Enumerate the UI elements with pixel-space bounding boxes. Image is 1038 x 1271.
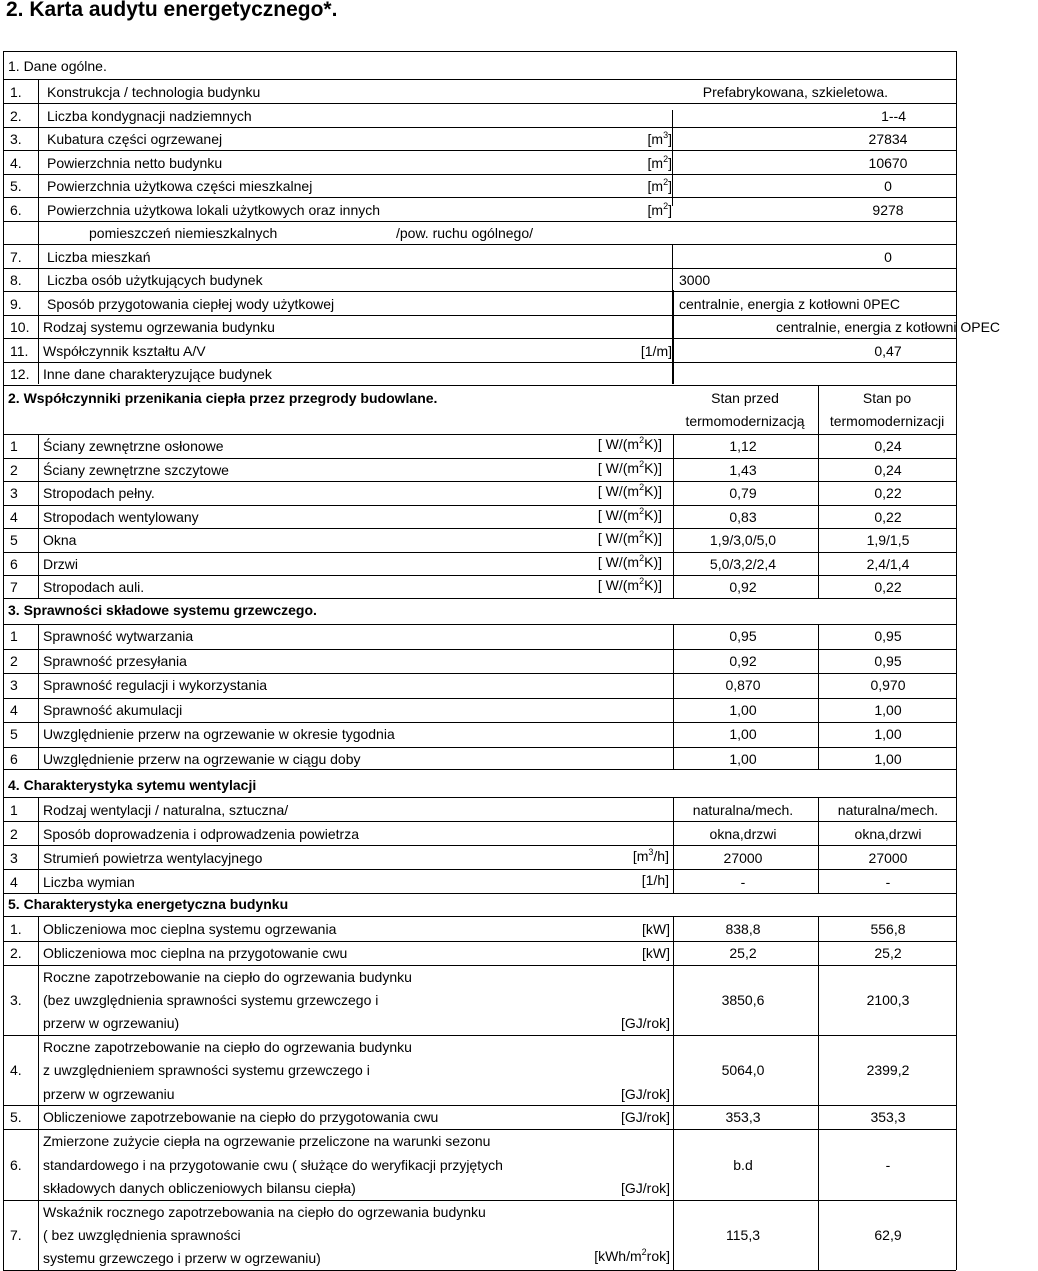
s1-row-num: 6. (10, 201, 22, 218)
grid-line (3, 769, 956, 770)
grid-line (3, 1200, 956, 1201)
s1-row-value: 3000 (679, 272, 711, 288)
grid-line (3, 916, 956, 917)
s3-row-before: 0,95 (729, 628, 757, 644)
s1-row-num: 1. (10, 84, 22, 100)
s3-row-label: Uwzględnienie przerw na ogrzewanie w okresie tygodnia (43, 726, 395, 742)
grid-line (3, 869, 956, 870)
s1-row-label: Powierzchnia netto budynku (47, 154, 223, 171)
s1-row-value: 0 (884, 178, 892, 194)
grid-line (3, 552, 956, 553)
s1-row-label: pomieszczeń niemieszkalnych (89, 225, 278, 241)
s5-row-label: przerw w ogrzewaniu (43, 1085, 175, 1102)
s3-row-num: 4 (10, 701, 18, 718)
grid-line (3, 481, 956, 482)
s3-row-num: 5 (10, 726, 18, 742)
col-before-label: termomodernizacją (685, 413, 805, 429)
s1-row-value: 9278 (872, 201, 904, 218)
s2-row-label: Stropodach pełny. (43, 485, 155, 501)
grid-line (818, 916, 819, 1270)
grid-line (3, 103, 956, 104)
s5-row-unit: [GJ/rok] (620, 1109, 670, 1126)
s2-row-label: Okna (43, 532, 77, 548)
s2-row-unit: [ $W/(m^2K)$] (597, 505, 662, 523)
section-1-heading: 1. Dane ogólne. (8, 58, 107, 74)
s1-row-num: 8. (10, 272, 22, 288)
s1-row-num: 3. (10, 131, 22, 147)
s2-row-label: Ściany zewnętrzne osłonowe (43, 438, 224, 454)
s2-row-before: 5,0/3,2/2,4 (709, 555, 777, 572)
s1-row-label: Współczynnik kształtu A/V (43, 342, 206, 359)
s5-row-label: Obliczeniowe zapotrzebowanie na ciepło do przygotowania cwu (43, 1109, 439, 1126)
s4-row-after: 27000 (868, 850, 908, 866)
grid-line (3, 821, 956, 822)
s1-row-value: 0 (884, 248, 892, 265)
s3-row-num: 3 (10, 677, 18, 693)
grid-line (3, 1129, 956, 1130)
s5-row-label: Wskaźnik rocznego zapotrzebowania na ciepło do ogrzewania budynku (43, 1203, 486, 1220)
s1-row-num: 4. (10, 154, 22, 171)
section-2-heading: 2. Współczynniki przenikania ciepła przez przegrody budowlane. (8, 390, 438, 406)
s3-row-label: Uwzględnienie przerw na ogrzewanie w ciągu doby (43, 750, 361, 767)
s2-row-after: 0,24 (874, 461, 902, 478)
s2-row-num: 5 (10, 532, 18, 548)
s3-row-label: Sprawność regulacji i wykorzystania (43, 677, 268, 693)
s2-row-before: 0,79 (729, 485, 757, 501)
s4-row-unit: [1/h] (641, 872, 669, 888)
s5-row-label: systemu grzewczego i przerw w ogrzewaniu) (43, 1250, 321, 1267)
s2-row-label: Stropodach wentylowany (43, 508, 199, 525)
s2-row-before: 1,9/3,0/5,0 (709, 532, 777, 548)
s3-row-after: 1,00 (874, 701, 902, 718)
s5-row-label: składowych danych obliczeniowych bilansu ciepła) (43, 1179, 356, 1196)
s2-row-label: Stropodach auli. (43, 579, 145, 595)
s1-row-value: 10670 (868, 154, 908, 171)
s5-row-after: 2100,3 (866, 991, 910, 1008)
s1-pow-note: /pow. ruchu ogólnego/ (396, 225, 533, 241)
grid-line (3, 458, 956, 459)
s5-row-label: ( bez uwzględnienia sprawności (43, 1226, 241, 1243)
s3-row-after: 0,970 (870, 677, 906, 693)
s5-row-unit: [kW] (642, 944, 670, 961)
s3-row-before: 0,870 (725, 677, 761, 693)
s5-row-unit: [GJ/rok] (620, 1179, 670, 1196)
grid-line (38, 797, 39, 893)
grid-line (818, 624, 819, 769)
s1-row-num: 7. (10, 248, 22, 265)
s1-row-num: 11. (10, 342, 29, 359)
s4-row-label: Liczba wymian (43, 874, 135, 890)
grid-line (3, 385, 956, 386)
s1-row-label: Powierzchnia użytkowa części mieszkalnej (47, 178, 313, 194)
grid-line (3, 673, 956, 674)
grid-line (3, 244, 956, 245)
grid-line (38, 916, 39, 1270)
s5-row-before: b.d (733, 1156, 753, 1173)
grid-line (673, 434, 674, 598)
grid-line (3, 575, 956, 576)
s5-row-num: 2. (10, 944, 22, 961)
s1-row-unit: $[m^2]$ (647, 177, 672, 194)
s5-row-after: - (885, 1156, 891, 1173)
s4-row-after: naturalna/mech. (837, 802, 939, 818)
grid-line (3, 127, 956, 128)
s5-row-label: standardowego i na przygotowanie cwu ( służące do weryfikacji przyjętych (43, 1156, 503, 1173)
s2-row-unit: [ $W/(m^2K)$] (597, 435, 662, 452)
s2-row-unit: [ $W/(m^2K)$] (597, 482, 662, 499)
section-4-heading: 4. Charakterystyka sytemu wentylacji (8, 777, 257, 793)
s4-row-before: okna,drzwi (709, 826, 777, 842)
s1-row-unit: $[m^2]$ (647, 200, 672, 218)
s1-row-label: Liczba osób użytkujących budynek (47, 272, 263, 288)
col-after-label: termomodernizacji (829, 413, 945, 429)
s1-row-value: 0,47 (874, 342, 902, 359)
section-5-heading: 5. Charakterystyka energetyczna budynku (8, 896, 289, 912)
s5-row-before: 25,2 (729, 944, 757, 961)
s5-row-after: 25,2 (874, 944, 902, 961)
grid-line (3, 174, 956, 175)
grid-line (3, 845, 956, 846)
s2-row-label: Ściany zewnętrzne szczytowe (43, 461, 229, 478)
s2-row-before: 0,83 (729, 508, 757, 525)
s2-row-before: 1,43 (729, 461, 757, 478)
grid-line (38, 434, 39, 598)
s5-row-num: 7. (10, 1226, 22, 1243)
s5-row-after: 556,8 (870, 921, 906, 937)
s5-row-num: 3. (10, 991, 22, 1008)
s3-row-after: 0,95 (874, 628, 902, 644)
grid-line (3, 624, 956, 625)
s1-row-num: 2. (10, 107, 22, 124)
grid-line (3, 698, 956, 699)
grid-line (3, 315, 956, 316)
s1-row-label: Konstrukcja / technologia budynku (47, 84, 261, 100)
s4-row-before: 27000 (723, 850, 763, 866)
s1-row-value: centralnie, energia z kotłowni 0PEC (679, 295, 901, 312)
s2-row-before: 0,92 (729, 579, 757, 595)
section-3-heading: 3. Sprawności składowe systemu grzewczego. (8, 602, 317, 618)
s4-row-label: Rodzaj wentylacji / naturalna, sztuczna/ (43, 802, 289, 818)
s2-row-after: 2,4/1,4 (866, 555, 910, 572)
grid-line (3, 505, 956, 506)
s2-row-num: 4 (10, 508, 18, 525)
col-after-label: Stan po (862, 390, 912, 406)
s5-row-unit: $[kWh/m^2rok]$ (594, 1247, 670, 1265)
s1-row-value: Prefabrykowana, szkieletowa. (702, 84, 888, 100)
s5-row-unit: [GJ/rok] (620, 1085, 670, 1102)
grid-line (3, 893, 956, 894)
s2-row-unit: [ $W/(m^2K)$] (597, 458, 662, 476)
s2-row-after: 0,22 (874, 485, 902, 501)
grid-line (672, 110, 673, 206)
grid-line (3, 362, 956, 363)
s5-row-label: z uwzględnieniem sprawności systemu grzewczego i (43, 1062, 370, 1079)
s3-row-after: 0,95 (874, 652, 902, 669)
s1-row-label: Sposób przygotowania ciepłej wody użytkowej (47, 295, 335, 312)
s3-row-after: 1,00 (874, 750, 902, 767)
grid-line (3, 79, 956, 80)
grid-line (673, 916, 674, 1270)
s1-row-label: Rodzaj systemu ogrzewania budynku (43, 319, 275, 335)
s1-row-value: 1--4 (881, 107, 906, 124)
s3-row-before: 1,00 (729, 750, 757, 767)
s2-row-num: 1 (10, 438, 18, 454)
s5-row-before: 3850,6 (721, 991, 765, 1008)
s5-row-before: 115,3 (726, 1226, 760, 1243)
grid-line (673, 624, 674, 769)
s1-row-label: Kubatura części ogrzewanej (47, 131, 223, 147)
s3-row-after: 1,00 (874, 726, 902, 742)
grid-line (673, 797, 674, 893)
s2-row-before: 1,12 (729, 438, 757, 454)
grid-line (3, 528, 956, 529)
s3-row-before: 1,00 (729, 701, 757, 718)
s2-row-label: Drzwi (43, 555, 78, 572)
s2-row-unit: [ $W/(m^2K)$] (597, 552, 662, 570)
s4-row-label: Strumień powietrza wentylacyjnego (43, 850, 263, 866)
s5-row-before: 838,8 (725, 921, 761, 937)
s1-row-label: Inne dane charakteryzujące budynek (43, 366, 272, 382)
s1-row-num: 9. (10, 295, 22, 312)
grid-line (38, 624, 39, 769)
s4-row-num: 4 (10, 874, 18, 890)
grid-line (3, 197, 956, 198)
grid-line (3, 268, 956, 269)
s1-row-unit: [1/m] (640, 342, 672, 359)
grid-line (3, 291, 956, 292)
s5-row-num: 5. (10, 1109, 22, 1126)
s4-row-label: Sposób doprowadzenia i odprowadzenia powietrza (43, 826, 359, 842)
grid-line (3, 1105, 956, 1106)
s4-row-after: - (885, 874, 891, 890)
s4-row-unit: $[m^3/h]$ (632, 847, 669, 864)
s1-row-num: 10. (10, 319, 30, 335)
grid-line (3, 965, 956, 966)
s2-row-num: 2 (10, 461, 18, 478)
grid-line (3, 150, 956, 151)
s1-row-num: 12. (10, 366, 30, 382)
s4-row-num: 1 (10, 802, 18, 818)
grid-line (673, 290, 674, 384)
s5-row-num: 6. (10, 1156, 22, 1173)
s1-row-value: 27834 (868, 131, 908, 147)
s3-row-label: Sprawność akumulacji (43, 701, 183, 718)
s5-row-label: Obliczeniowa moc cieplna na przygotowanie cwu (43, 944, 348, 961)
s2-row-after: 0,24 (874, 438, 902, 454)
s5-row-num: 4. (10, 1062, 22, 1079)
s5-row-unit: [GJ/rok] (620, 1015, 670, 1032)
s3-row-label: Sprawność przesyłania (43, 652, 187, 669)
s5-row-unit: [kW] (642, 921, 670, 937)
s4-row-before: - (740, 874, 746, 890)
s5-row-after: 353,3 (870, 1109, 906, 1126)
s2-row-after: 1,9/1,5 (866, 532, 910, 548)
s5-row-label: Roczne zapotrzebowanie na ciepło do ogrzewania budynku (43, 1039, 412, 1055)
s5-row-before: 353,3 (725, 1109, 761, 1126)
s5-row-label: Roczne zapotrzebowanie na ciepło do ogrzewania budynku (43, 968, 412, 985)
s4-row-after: okna,drzwi (854, 826, 922, 842)
page-title: 2. Karta audytu energetycznego*. (6, 0, 338, 21)
grid-line (3, 51, 956, 52)
s5-row-num: 1. (10, 921, 22, 937)
s3-row-label: Sprawność wytwarzania (43, 628, 194, 644)
s5-row-label: Obliczeniowa moc cieplna systemu ogrzewania (43, 921, 337, 937)
s4-row-num: 2 (10, 826, 18, 842)
s2-row-after: 0,22 (874, 579, 902, 595)
s5-row-after: 2399,2 (866, 1062, 910, 1079)
s1-row-value: centralnie, energia z kotłowni OPEC (775, 319, 1001, 335)
s3-row-before: 0,92 (729, 652, 757, 669)
s2-row-num: 7 (10, 579, 18, 595)
grid-line (818, 797, 819, 893)
s2-row-unit: [ $W/(m^2K)$] (597, 576, 662, 593)
s5-row-label: przerw w ogrzewaniu) (43, 1015, 180, 1032)
s5-row-label: Zmierzone zużycie ciepła na ogrzewanie przeliczone na warunki sezonu (43, 1133, 491, 1150)
s1-row-label: Powierzchnia użytkowa lokali użytkowych oraz innych (47, 201, 381, 218)
s5-row-label: (bez uwzględnienia sprawności systemu grzewczego i (43, 991, 379, 1008)
grid-line (3, 1035, 956, 1036)
s1-row-num: 5. (10, 178, 22, 194)
s1-row-label: Liczba kondygnacji nadziemnych (47, 107, 252, 124)
grid-line (3, 797, 956, 798)
s3-row-num: 1 (10, 628, 18, 644)
s4-row-before: naturalna/mech. (692, 802, 794, 818)
s1-row-unit: $[m^2]$ (647, 153, 672, 171)
grid-line (3, 722, 956, 723)
grid-line (38, 79, 39, 384)
grid-line (3, 747, 956, 748)
s3-row-before: 1,00 (729, 726, 757, 742)
s5-row-before: 5064,0 (721, 1062, 765, 1079)
s2-row-unit: [ $W/(m^2K)$] (597, 529, 662, 546)
s4-row-num: 3 (10, 850, 18, 866)
col-before-label: Stan przed (711, 390, 779, 406)
grid-line (3, 941, 956, 942)
grid-line (3, 598, 956, 599)
s3-row-num: 6 (10, 750, 18, 767)
s2-row-after: 0,22 (874, 508, 902, 525)
grid-line (3, 51, 4, 1270)
s2-row-num: 3 (10, 485, 18, 501)
grid-line (3, 434, 956, 435)
grid-line (3, 338, 956, 339)
s5-row-after: 62,9 (874, 1226, 902, 1243)
s1-row-label: Liczba mieszkań (47, 248, 151, 265)
s2-row-num: 6 (10, 555, 18, 572)
grid-line (3, 221, 956, 222)
s1-row-unit: $[m^3]$ (647, 130, 672, 147)
grid-line (3, 649, 956, 650)
s3-row-num: 2 (10, 652, 18, 669)
